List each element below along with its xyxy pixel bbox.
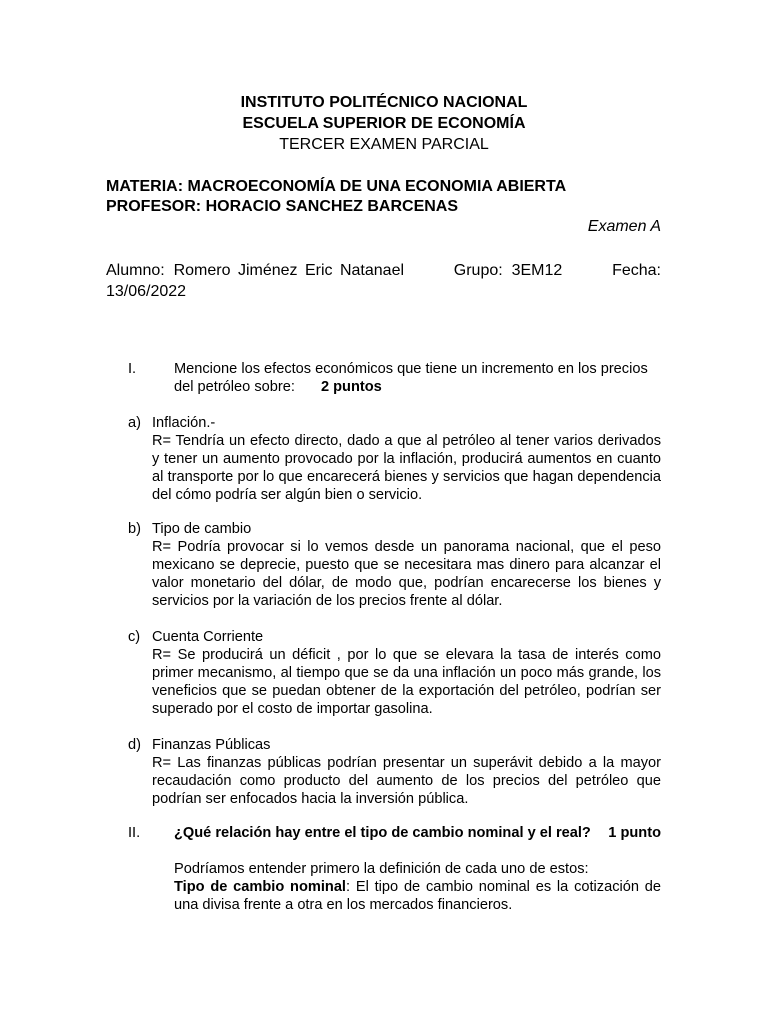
- question-1-text-line1: Mencione los efectos económicos que tiene un incremento en los precios: [174, 361, 648, 377]
- definition-text: : El tipo de cambio nominal es la cotización de una divisa frente a otra en los mercados financieros.: [174, 879, 661, 913]
- fecha-value: 13/06/2022: [106, 283, 187, 300]
- alumno-name: Romero Jiménez Eric Natanael: [173, 262, 405, 279]
- answer-b-letter: b): [128, 521, 141, 537]
- answer-a-title: Inflación.-: [152, 415, 216, 431]
- answer-c-letter: c): [128, 629, 141, 645]
- answer-d-title: Finanzas Públicas: [152, 737, 271, 753]
- school-title: ESCUELA SUPERIOR DE ECONOMÍA: [242, 115, 526, 132]
- professor-line: PROFESOR: HORACIO SANCHEZ BARCENAS: [106, 198, 459, 215]
- answer-d-letter: d): [128, 737, 141, 753]
- grupo-value: 3EM12: [511, 262, 563, 279]
- answer-b-text: R= Podría provocar si lo vemos desde un panorama nacional, que el peso mexicano se deprecie, puesto que se necesitara mas dinero para alcanzar el valor monetario del dólar, de modo que, podrían encarecerse los bienes y servicios por la variación de los precios frente al dólar.: [152, 539, 661, 609]
- question-2-intro: Podríamos entender primero la definición de cada uno de estos:: [174, 861, 589, 877]
- exam-title: TERCER EXAMEN PARCIAL: [279, 136, 489, 153]
- student-info: [106, 261, 661, 281]
- answer-a-letter: a): [128, 415, 141, 431]
- alumno-label: Alumno:: [106, 262, 165, 279]
- answer-c-text: R= Se producirá un déficit , por lo que se elevara la tasa de interés como primer mecanismo, al tiempo que se da una inflación un poco más grande, los veneficios que se puedan obtener de la exportación del petróleo, podrían ser superado por el costo de importar gasolina.: [152, 647, 661, 717]
- definition-term: Tipo de cambio nominal: [174, 879, 346, 895]
- answer-a-text: R= Tendría un efecto directo, dado a que al petróleo al tener varios derivados y tener un aumento provocado por la inflación, producirá aumentos en cuanto al transporte por lo que encarecerá bienes y servicios que hagan dependencia del cómo podría ser algún bien o servicio.: [152, 433, 661, 503]
- answer-b-title: Tipo de cambio: [152, 521, 252, 537]
- question-1-points: 2 puntos: [320, 379, 382, 395]
- question-1-text: del petróleo sobre:: [174, 379, 295, 395]
- question-2-text: ¿Qué relación hay entre el tipo de cambio nominal y el real?: [174, 825, 591, 841]
- fecha-label: Fecha:: [612, 262, 661, 279]
- exam-version: Examen A: [587, 218, 661, 235]
- question-2-definition: [174, 878, 661, 914]
- question-2-line: [174, 824, 661, 842]
- student-name-field: [106, 261, 404, 281]
- answer-d-text: R= Las finanzas públicas podrían presentar un superávit debido a la mayor recaudación como producto del aumento de los precios del petróleo que podrían ser enfocados hacia la inversión pública.: [152, 755, 661, 807]
- answer-c-title: Cuenta Corriente: [152, 629, 264, 645]
- question-2-points: 1 punto: [608, 825, 661, 841]
- question-2-number: II.: [128, 825, 141, 841]
- group-field: [454, 261, 563, 281]
- question-1-text-line2: [174, 378, 382, 396]
- grupo-label: Grupo:: [453, 262, 503, 279]
- question-1-number: I.: [128, 361, 137, 377]
- subject-line: MATERIA: MACROECONOMÍA DE UNA ECONOMIA ABIERTA: [106, 178, 567, 195]
- institute-title: INSTITUTO POLITÉCNICO NACIONAL: [240, 94, 528, 111]
